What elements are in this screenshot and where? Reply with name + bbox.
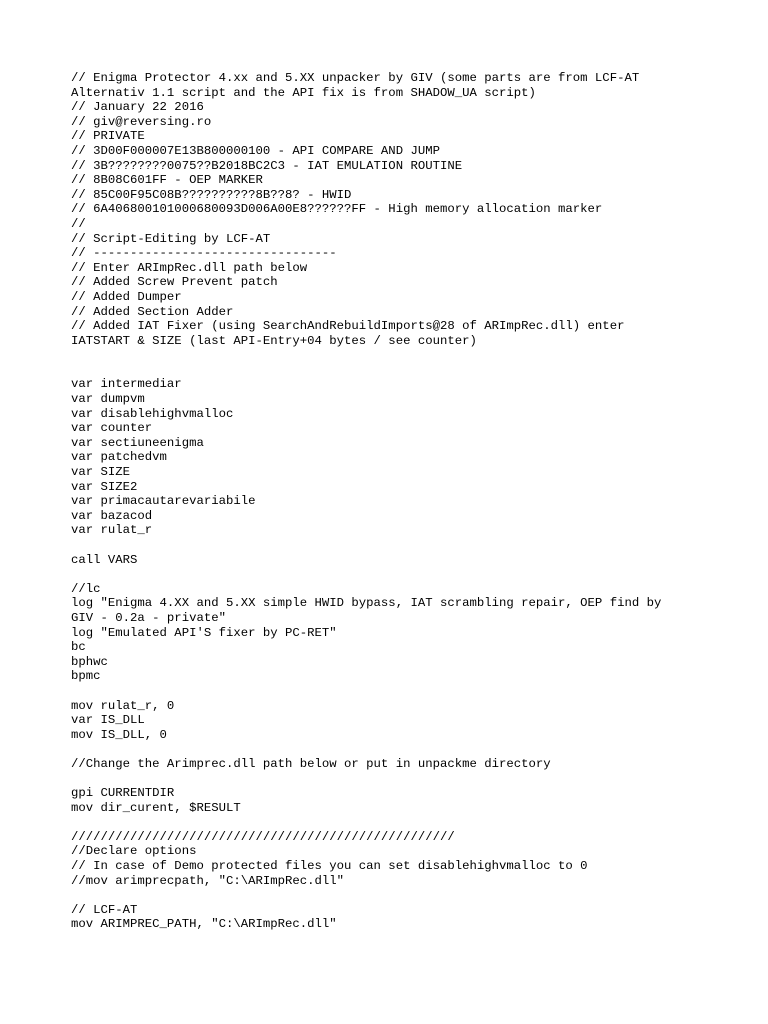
script-line: // Added Section Adder (71, 304, 234, 319)
script-line: // LCF-AT (71, 902, 138, 917)
script-line: var bazacod (71, 508, 153, 523)
script-line: //////////////////////////////////////////////////// (71, 829, 455, 844)
script-line: // Enter ARImpRec.dll path below (71, 260, 308, 275)
script-line: // 85C00F95C08B??????????8B??8? - HWID (71, 187, 352, 202)
script-line: // giv@reversing.ro (71, 114, 212, 129)
script-line: // In case of Demo protected files you can set disablehighvmalloc to 0 (71, 859, 588, 874)
script-line: var intermediar (71, 377, 182, 392)
script-line: IATSTART & SIZE (last API-Entry+04 bytes / see counter) (71, 333, 477, 348)
blank-line (71, 538, 751, 553)
script-line: var primacautarevariabile (71, 494, 256, 509)
script-line: var IS_DLL (71, 713, 145, 728)
script-line: var counter (71, 421, 153, 436)
script-line: bpmc (71, 669, 101, 684)
script-line: // (71, 216, 86, 231)
script-line: log "Emulated API'S fixer by PC-RET" (71, 625, 337, 640)
script-line: // --------------------------------- (71, 246, 337, 261)
blank-line (71, 772, 751, 787)
script-line: var SIZE2 (71, 479, 138, 494)
script-line: // 6A406800101000680093D006A00E8??????FF - High memory allocation marker (71, 202, 603, 217)
script-line: // 8B08C601FF - OEP MARKER (71, 173, 263, 188)
script-line: mov rulat_r, 0 (71, 698, 175, 713)
script-line: var SIZE (71, 465, 131, 480)
blank-line (71, 888, 751, 903)
blank-line (71, 363, 751, 378)
script-line: //lc (71, 581, 101, 596)
script-line: mov IS_DLL, 0 (71, 727, 167, 742)
script-document (71, 71, 751, 932)
script-line: GIV - 0.2a - private" (71, 610, 226, 625)
script-line: // Added Dumper (71, 289, 182, 304)
script-line: // 3B????????0075??B2018BC2C3 - IAT EMULATION ROUTINE (71, 158, 463, 173)
script-line: // Added Screw Prevent patch (71, 275, 278, 290)
script-line: bphwc (71, 654, 108, 669)
script-line: //mov arimprecpath, "C:\ARImpRec.dll" (71, 873, 345, 888)
script-line: log "Enigma 4.XX and 5.XX simple HWID bypass, IAT scrambling repair, OEP find by (71, 596, 662, 611)
script-line: var disablehighvmalloc (71, 406, 234, 421)
script-line: // Script-Editing by LCF-AT (71, 231, 271, 246)
script-line: //Declare options (71, 844, 197, 859)
script-line: var patchedvm (71, 450, 167, 465)
script-line: bc (71, 640, 86, 655)
script-line: var rulat_r (71, 523, 153, 538)
blank-line (71, 348, 751, 363)
script-line: var sectiuneenigma (71, 435, 204, 450)
script-line: Alternativ 1.1 script and the API fix is from SHADOW_UA script) (71, 85, 536, 100)
script-line: var dumpvm (71, 392, 145, 407)
blank-line (71, 815, 751, 830)
script-line: // PRIVATE (71, 129, 145, 144)
script-line: //Change the Arimprec.dll path below or put in unpackme directory (71, 756, 551, 771)
script-line: // Enigma Protector 4.xx and 5.XX unpacker by GIV (some parts are from LCF-AT (71, 71, 640, 85)
script-line: // 3D00F000007E13B800000100 - API COMPARE AND JUMP (71, 143, 440, 158)
script-line: gpi CURRENTDIR (71, 786, 175, 801)
blank-line (71, 567, 751, 582)
script-line: call VARS (71, 552, 138, 567)
script-line: // Added IAT Fixer (using SearchAndRebuildImports@28 of ARImpRec.dll) enter (71, 319, 625, 334)
blank-line (71, 684, 751, 699)
script-line: // January 22 2016 (71, 100, 204, 115)
script-line: mov dir_curent, $RESULT (71, 800, 241, 815)
blank-line (71, 742, 751, 757)
script-line: mov ARIMPREC_PATH, "C:\ARImpRec.dll" (71, 917, 337, 932)
